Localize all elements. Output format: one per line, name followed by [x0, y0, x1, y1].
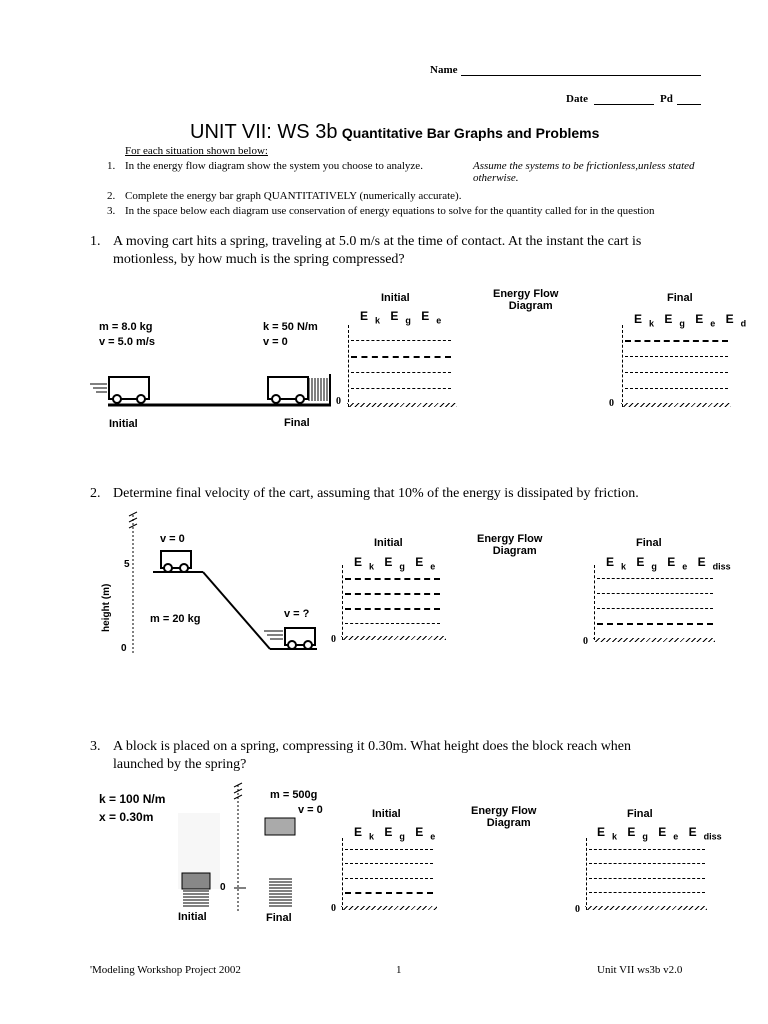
p3-mass: m = 500g — [270, 789, 318, 801]
p1-gf-zero: 0 — [609, 398, 614, 409]
problem-2-num: 2. — [90, 486, 101, 501]
p1-gf-grid — [625, 356, 728, 357]
problem-3-text-2: launched by the spring? — [113, 757, 247, 772]
p3-gi-zero: 0 — [331, 903, 336, 914]
p1-gi-zero: 0 — [336, 396, 341, 407]
p3-gi-grid — [345, 878, 433, 879]
instruction-2-num: 2. — [107, 190, 116, 202]
p1-mass: m = 8.0 kg — [99, 321, 153, 333]
p1-graph-final-yaxis — [622, 325, 623, 407]
p3-graph-final-title: Final — [627, 808, 653, 820]
p1-graph-initial-title: Initial — [381, 292, 410, 304]
p2-gf-grid — [597, 578, 713, 579]
p2-graph-final-xaxis — [593, 638, 715, 642]
p1-graph-initial-yaxis — [348, 325, 349, 407]
p2-v-end: v = ? — [284, 608, 310, 620]
p3-v0: v = 0 — [298, 804, 323, 816]
p1-gf-grid — [625, 340, 728, 342]
instruction-1-num: 1. — [107, 160, 116, 172]
p2-gf-zero: 0 — [583, 636, 588, 647]
p1-gf-grid — [625, 372, 728, 373]
footer-left: 'Modeling Workshop Project 2002 — [90, 964, 241, 976]
p3-graph-final-yaxis — [586, 838, 587, 910]
page-title: UNIT VII: WS 3b Quantitative Bar Graphs and Problems — [190, 121, 600, 143]
p2-gi-grid — [345, 578, 440, 580]
p1-gi-grid — [351, 340, 451, 341]
p2-graph-initial-yaxis — [342, 565, 343, 640]
problem-3-text-1: A block is placed on a spring, compressing it 0.30m. What height does the block reach when — [113, 739, 632, 754]
p1-spring-k: k = 50 N/m — [263, 321, 318, 333]
p3-gf-zero: 0 — [575, 904, 580, 915]
p3-compression: x = 0.30m — [99, 810, 154, 824]
p2-height-0: 0 — [121, 643, 127, 654]
instruction-3-num: 3. — [107, 205, 116, 217]
date-label: Date — [566, 93, 588, 105]
instruction-1: In the energy flow diagram show the system you choose to analyze. — [125, 160, 423, 172]
instruction-1-note: Assume the systems to be frictionless,unless stated otherwise. — [473, 160, 695, 184]
p3-graph-final-axis-labels: E $_k$ E $_g$ E $_e$ E $_{diss}$ — [597, 825, 722, 842]
p3-gi-grid — [345, 892, 433, 894]
p3-graph-initial-xaxis — [341, 906, 437, 910]
p2-mass: m = 20 kg — [150, 613, 201, 625]
instruction-2: Complete the energy bar graph QUANTITATIVELY (numerically accurate). — [125, 190, 462, 202]
p3-graph-initial-yaxis — [342, 838, 343, 910]
date-line[interactable] — [594, 104, 654, 105]
p2-graph-final-yaxis — [594, 565, 595, 640]
p3-gf-grid — [589, 878, 705, 879]
p1-final-label: Final — [284, 417, 310, 429]
problem-2-text: Determine final velocity of the cart, assuming that 10% of the energy is dissipated by friction. — [113, 486, 639, 501]
p1-graph-final-title: Final — [667, 292, 693, 304]
p2-graph-initial-title: Initial — [374, 537, 403, 549]
p2-gi-zero: 0 — [331, 634, 336, 645]
p3-spring-block-diagram — [170, 783, 310, 913]
problem-1-text-1: A moving cart hits a spring, traveling at 5.0 m/s at the time of contact. At the instant the cart is — [113, 234, 642, 249]
p1-energy-flow-title: Energy Flow Diagram — [493, 288, 559, 312]
p1-gf-grid — [625, 388, 728, 389]
p3-final-label: Final — [266, 912, 292, 924]
p3-initial-label: Initial — [178, 911, 207, 923]
p3-energy-flow-title: Energy Flow Diagram — [471, 805, 537, 829]
p3-spring-k: k = 100 N/m — [99, 792, 166, 806]
p2-v-top: v = 0 — [160, 533, 185, 545]
p2-energy-flow-title: Energy Flow Diagram — [477, 533, 543, 557]
p1-graph-initial-xaxis — [347, 403, 457, 407]
p2-gf-grid — [597, 608, 713, 609]
p1-graph-final-xaxis — [621, 403, 731, 407]
p2-graph-final-title: Final — [636, 537, 662, 549]
p3-gf-grid — [589, 863, 705, 864]
name-label: Name — [430, 64, 458, 76]
problem-3-num: 3. — [90, 739, 101, 754]
p3-gi-grid — [345, 863, 433, 864]
p2-gi-grid — [345, 623, 440, 624]
footer-right: Unit VII ws3b v2.0 — [597, 964, 683, 976]
problem-1-num: 1. — [90, 234, 101, 249]
p2-gi-grid — [345, 593, 440, 595]
instructions-lead: For each situation shown below: — [125, 145, 268, 157]
p3-gf-grid — [589, 849, 705, 850]
p3-graph-initial-axis-labels: E $_k$ E $_g$ E $_e$ — [354, 825, 436, 842]
p3-gi-grid — [345, 849, 433, 850]
p2-height-5: 5 — [124, 559, 130, 570]
p3-gf-grid — [589, 892, 705, 893]
p2-ramp-diagram — [105, 510, 325, 655]
p1-graph-final-axis-labels: E $_k$ E $_g$ E $_e$ E $_d$ — [634, 312, 747, 329]
p2-graph-initial-xaxis — [341, 636, 446, 640]
pd-line[interactable] — [677, 104, 701, 105]
instruction-3: In the space below each diagram use conservation of energy equations to solve for the quantity called for in the question — [125, 205, 655, 217]
p1-gi-grid — [351, 388, 451, 389]
footer-page-number: 1 — [396, 964, 402, 976]
p2-graph-final-axis-labels: E $_k$ E $_g$ E $_e$ E $_{diss}$ — [606, 555, 731, 572]
p1-graph-initial-axis-labels: E $_k$ E $_g$ E $_e$ — [360, 309, 442, 326]
p2-gf-grid — [597, 593, 713, 594]
p1-velocity: v = 5.0 m/s — [99, 336, 155, 348]
p2-gi-grid — [345, 608, 440, 610]
problem-1-text-2: motionless, by how much is the spring compressed? — [113, 252, 405, 267]
p1-gi-grid — [351, 356, 451, 358]
p3-height-zero: 0 — [220, 882, 226, 893]
p2-height-axis-label: height (m) — [101, 583, 112, 632]
pd-label: Pd — [660, 93, 673, 105]
p3-graph-final-xaxis — [585, 906, 707, 910]
p1-final-v: v = 0 — [263, 336, 288, 348]
name-line[interactable] — [461, 75, 701, 76]
p1-initial-label: Initial — [109, 418, 138, 430]
p2-graph-initial-axis-labels: E $_k$ E $_g$ E $_e$ — [354, 555, 436, 572]
p3-graph-initial-title: Initial — [372, 808, 401, 820]
p2-gf-grid — [597, 623, 713, 625]
p1-gi-grid — [351, 372, 451, 373]
